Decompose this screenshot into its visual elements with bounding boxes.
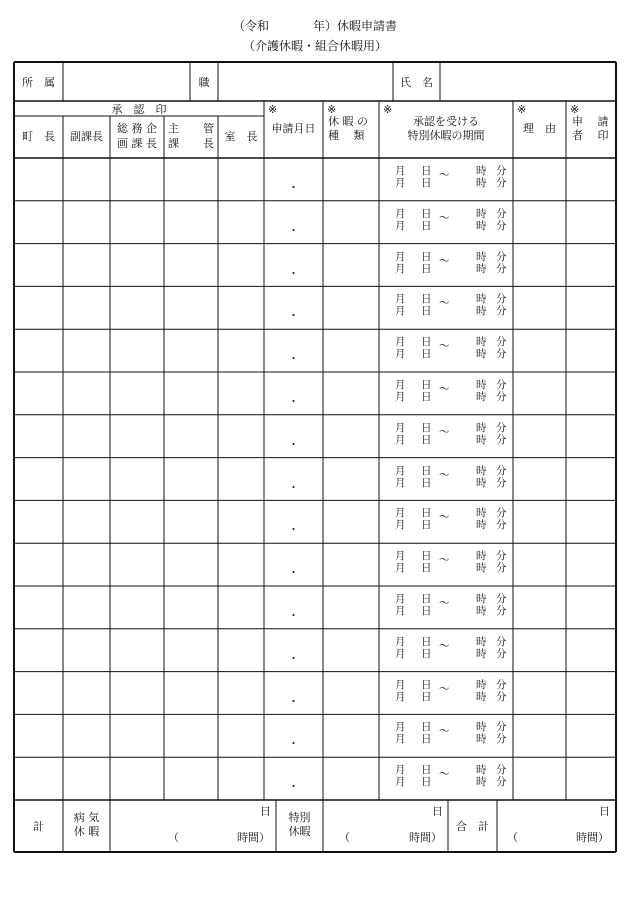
row-end-month: 月 bbox=[395, 562, 406, 575]
row-end-month: 月 bbox=[395, 647, 406, 660]
row-start-month: 月 bbox=[395, 207, 406, 220]
col-reason: 理 由 bbox=[523, 122, 556, 135]
position-label: 職 bbox=[198, 76, 210, 89]
row-start-month: 月 bbox=[395, 593, 406, 605]
footer-total-days-unit: 日 bbox=[599, 805, 610, 818]
footer-total-paren: （ bbox=[507, 831, 518, 844]
row-end-day: 日 bbox=[421, 433, 432, 446]
row-end-month: 月 bbox=[395, 348, 406, 361]
col-period-line1: 承認を受ける bbox=[413, 115, 479, 128]
row-end-hour: 時 bbox=[476, 348, 487, 361]
row-end-day: 日 bbox=[421, 647, 432, 660]
row-end-minute: 分 bbox=[496, 433, 507, 446]
col-general-planning-line2: 画 課 長 bbox=[117, 137, 157, 150]
row-start-minute: 分 bbox=[496, 678, 507, 691]
col-applicant-line2: 者 印 bbox=[572, 129, 609, 142]
row-end-hour: 時 bbox=[476, 562, 487, 575]
affiliation-label: 所 属 bbox=[22, 76, 55, 89]
row-end-hour: 時 bbox=[476, 177, 487, 189]
row-start-day: 日 bbox=[421, 635, 432, 648]
row-end-month: 月 bbox=[395, 433, 406, 446]
row-start-day: 日 bbox=[421, 764, 432, 777]
row-date-dot: ・ bbox=[288, 780, 299, 794]
col-chief-line1: 主 bbox=[168, 122, 179, 135]
col-manager-line1: 管 bbox=[203, 122, 214, 135]
row-end-day: 日 bbox=[421, 519, 432, 532]
row-end-month: 月 bbox=[395, 391, 406, 403]
row-start-minute: 分 bbox=[496, 293, 507, 306]
row-end-day: 日 bbox=[421, 177, 432, 189]
footer-total-hours: 時間） bbox=[576, 831, 609, 844]
row-start-minute: 分 bbox=[496, 550, 507, 563]
row-start-month: 月 bbox=[395, 550, 406, 563]
row-start-day: 日 bbox=[421, 593, 432, 605]
footer-sick-hours: 時間） bbox=[237, 831, 270, 844]
row-start-hour: 時 bbox=[476, 379, 487, 391]
col-request-date: 申請月日 bbox=[271, 122, 316, 135]
row-start-minute: 分 bbox=[496, 379, 507, 391]
row-end-minute: 分 bbox=[496, 177, 507, 189]
title-year-suffix: 年）休暇申請書 bbox=[313, 19, 398, 33]
row-tilde: 〜 bbox=[439, 340, 450, 353]
row-end-minute: 分 bbox=[496, 305, 507, 318]
row-date-dot: ・ bbox=[288, 737, 299, 751]
row-tilde: 〜 bbox=[439, 597, 450, 609]
row-start-hour: 時 bbox=[476, 550, 487, 563]
row-tilde: 〜 bbox=[439, 682, 450, 695]
row-end-minute: 分 bbox=[496, 647, 507, 660]
row-date-dot: ・ bbox=[288, 480, 299, 494]
row-tilde: 〜 bbox=[439, 254, 450, 267]
row-start-day: 日 bbox=[421, 207, 432, 220]
row-start-day: 日 bbox=[421, 507, 432, 520]
row-end-hour: 時 bbox=[476, 262, 487, 275]
footer-total: 計 bbox=[33, 820, 44, 833]
row-start-minute: 分 bbox=[496, 336, 507, 349]
row-start-hour: 時 bbox=[476, 336, 487, 349]
row-start-month: 月 bbox=[395, 165, 406, 177]
row-start-minute: 分 bbox=[496, 593, 507, 605]
row-end-month: 月 bbox=[395, 733, 406, 746]
row-start-day: 日 bbox=[421, 379, 432, 391]
row-end-hour: 時 bbox=[476, 776, 487, 789]
row-end-minute: 分 bbox=[496, 605, 507, 617]
col-leave-type-line2: 種 類 bbox=[328, 129, 365, 142]
row-tilde: 〜 bbox=[439, 511, 450, 524]
col-general-planning-line1: 総 務 企 bbox=[117, 122, 157, 135]
row-start-day: 日 bbox=[421, 678, 432, 691]
row-end-day: 日 bbox=[421, 776, 432, 789]
row-date-dot: ・ bbox=[288, 694, 299, 708]
row-start-hour: 時 bbox=[476, 678, 487, 691]
row-start-hour: 時 bbox=[476, 593, 487, 605]
era-prefix: （令和 bbox=[232, 19, 269, 33]
row-end-month: 月 bbox=[395, 690, 406, 703]
row-tilde: 〜 bbox=[439, 768, 450, 781]
row-end-hour: 時 bbox=[476, 605, 487, 617]
row-end-day: 日 bbox=[421, 305, 432, 318]
row-start-hour: 時 bbox=[476, 464, 487, 477]
row-end-month: 月 bbox=[395, 519, 406, 532]
row-tilde: 〜 bbox=[439, 425, 450, 438]
row-start-month: 月 bbox=[395, 464, 406, 477]
row-start-day: 日 bbox=[421, 421, 432, 434]
row-end-day: 日 bbox=[421, 348, 432, 361]
row-date-dot: ・ bbox=[288, 566, 299, 580]
mark-reason: ※ bbox=[517, 103, 527, 116]
row-date-dot: ・ bbox=[288, 651, 299, 665]
row-start-minute: 分 bbox=[496, 464, 507, 477]
row-start-month: 月 bbox=[395, 635, 406, 648]
row-end-day: 日 bbox=[421, 391, 432, 403]
row-tilde: 〜 bbox=[439, 468, 450, 481]
col-period-line2: 特別休暇の期間 bbox=[407, 129, 485, 142]
footer-special-days-unit: 日 bbox=[432, 805, 443, 818]
row-start-hour: 時 bbox=[476, 764, 487, 777]
row-end-month: 月 bbox=[395, 262, 406, 275]
row-end-day: 日 bbox=[421, 476, 432, 489]
col-chief-line1b: 課 bbox=[168, 137, 179, 150]
row-tilde: 〜 bbox=[439, 639, 450, 652]
row-start-minute: 分 bbox=[496, 764, 507, 777]
row-start-hour: 時 bbox=[476, 207, 487, 220]
row-start-month: 月 bbox=[395, 721, 406, 734]
row-end-month: 月 bbox=[395, 305, 406, 318]
row-end-month: 月 bbox=[395, 476, 406, 489]
row-start-minute: 分 bbox=[496, 250, 507, 263]
row-end-day: 日 bbox=[421, 562, 432, 575]
row-start-month: 月 bbox=[395, 250, 406, 263]
row-start-month: 月 bbox=[395, 764, 406, 777]
row-end-day: 日 bbox=[421, 690, 432, 703]
row-start-minute: 分 bbox=[496, 207, 507, 220]
row-start-month: 月 bbox=[395, 421, 406, 434]
row-date-dot: ・ bbox=[288, 437, 299, 451]
row-tilde: 〜 bbox=[439, 169, 450, 181]
footer-grand-total: 合 計 bbox=[456, 820, 489, 833]
col-manager-line2: 長 bbox=[203, 137, 214, 150]
row-date-dot: ・ bbox=[288, 523, 299, 537]
footer-special-hours: 時間） bbox=[409, 831, 442, 844]
row-end-minute: 分 bbox=[496, 476, 507, 489]
row-tilde: 〜 bbox=[439, 383, 450, 395]
row-start-minute: 分 bbox=[496, 421, 507, 434]
row-date-dot: ・ bbox=[288, 395, 299, 408]
form-subtitle: （介護休暇・組合休暇用） bbox=[242, 39, 387, 53]
row-start-minute: 分 bbox=[496, 507, 507, 520]
row-start-hour: 時 bbox=[476, 293, 487, 306]
row-start-day: 日 bbox=[421, 293, 432, 306]
row-end-hour: 時 bbox=[476, 519, 487, 532]
footer-sick-paren: （ bbox=[168, 831, 179, 844]
row-start-month: 月 bbox=[395, 293, 406, 306]
row-start-hour: 時 bbox=[476, 721, 487, 734]
row-end-day: 日 bbox=[421, 605, 432, 617]
row-start-minute: 分 bbox=[496, 721, 507, 734]
row-start-day: 日 bbox=[421, 721, 432, 734]
row-end-month: 月 bbox=[395, 776, 406, 789]
footer-sick-leave-line1: 病 気 bbox=[73, 811, 100, 824]
row-start-hour: 時 bbox=[476, 635, 487, 648]
footer-sick-leave-line2: 休 暇 bbox=[73, 825, 100, 838]
row-end-day: 日 bbox=[421, 262, 432, 275]
row-date-dot: ・ bbox=[288, 609, 299, 622]
row-end-hour: 時 bbox=[476, 433, 487, 446]
row-start-hour: 時 bbox=[476, 165, 487, 177]
mark-applicant: ※ bbox=[570, 103, 580, 116]
row-end-minute: 分 bbox=[496, 690, 507, 703]
mark-period: ※ bbox=[383, 103, 393, 116]
row-end-month: 月 bbox=[395, 605, 406, 617]
row-end-minute: 分 bbox=[496, 262, 507, 275]
row-start-hour: 時 bbox=[476, 507, 487, 520]
row-end-month: 月 bbox=[395, 219, 406, 232]
row-tilde: 〜 bbox=[439, 211, 450, 224]
row-start-hour: 時 bbox=[476, 250, 487, 263]
row-end-minute: 分 bbox=[496, 391, 507, 403]
row-start-hour: 時 bbox=[476, 421, 487, 434]
row-date-dot: ・ bbox=[288, 266, 299, 280]
row-start-minute: 分 bbox=[496, 635, 507, 648]
row-end-minute: 分 bbox=[496, 219, 507, 232]
row-end-minute: 分 bbox=[496, 348, 507, 361]
row-end-hour: 時 bbox=[476, 690, 487, 703]
row-start-minute: 分 bbox=[496, 165, 507, 177]
row-start-month: 月 bbox=[395, 678, 406, 691]
row-end-hour: 時 bbox=[476, 733, 487, 746]
row-end-minute: 分 bbox=[496, 562, 507, 575]
row-end-month: 月 bbox=[395, 177, 406, 189]
row-start-day: 日 bbox=[421, 250, 432, 263]
col-applicant-line1: 申 請 bbox=[572, 115, 609, 128]
footer-special-leave-line1: 特別 bbox=[288, 811, 311, 824]
row-start-month: 月 bbox=[395, 336, 406, 349]
row-start-month: 月 bbox=[395, 379, 406, 391]
row-end-hour: 時 bbox=[476, 476, 487, 489]
row-tilde: 〜 bbox=[439, 297, 450, 310]
row-tilde: 〜 bbox=[439, 725, 450, 738]
name-label: 氏 名 bbox=[400, 76, 433, 89]
col-leave-type-line1: 休 暇 の bbox=[328, 115, 368, 128]
row-end-hour: 時 bbox=[476, 647, 487, 660]
row-end-minute: 分 bbox=[496, 519, 507, 532]
row-tilde: 〜 bbox=[439, 554, 450, 567]
row-end-minute: 分 bbox=[496, 776, 507, 789]
row-end-hour: 時 bbox=[476, 391, 487, 403]
row-date-dot: ・ bbox=[288, 223, 299, 237]
row-start-day: 日 bbox=[421, 336, 432, 349]
row-date-dot: ・ bbox=[288, 181, 299, 194]
mark-request-date: ※ bbox=[268, 103, 278, 116]
mark-leave-type: ※ bbox=[327, 103, 337, 116]
row-end-hour: 時 bbox=[476, 305, 487, 318]
row-start-month: 月 bbox=[395, 507, 406, 520]
row-end-minute: 分 bbox=[496, 733, 507, 746]
row-end-day: 日 bbox=[421, 219, 432, 232]
row-end-day: 日 bbox=[421, 733, 432, 746]
row-start-day: 日 bbox=[421, 165, 432, 177]
approval-seal-header: 承 認 印 bbox=[111, 103, 167, 116]
row-start-day: 日 bbox=[421, 550, 432, 563]
footer-special-leave-line2: 休暇 bbox=[288, 825, 311, 838]
row-start-day: 日 bbox=[421, 464, 432, 477]
col-town-mayor: 町 長 bbox=[22, 130, 55, 143]
col-deputy-mayor: 副課長 bbox=[70, 130, 103, 143]
row-date-dot: ・ bbox=[288, 352, 299, 366]
footer-sick-days-unit: 日 bbox=[260, 805, 271, 818]
footer-special-paren: （ bbox=[339, 831, 350, 844]
row-date-dot: ・ bbox=[288, 309, 299, 323]
col-section-head: 室 長 bbox=[224, 130, 258, 143]
row-end-hour: 時 bbox=[476, 219, 487, 232]
